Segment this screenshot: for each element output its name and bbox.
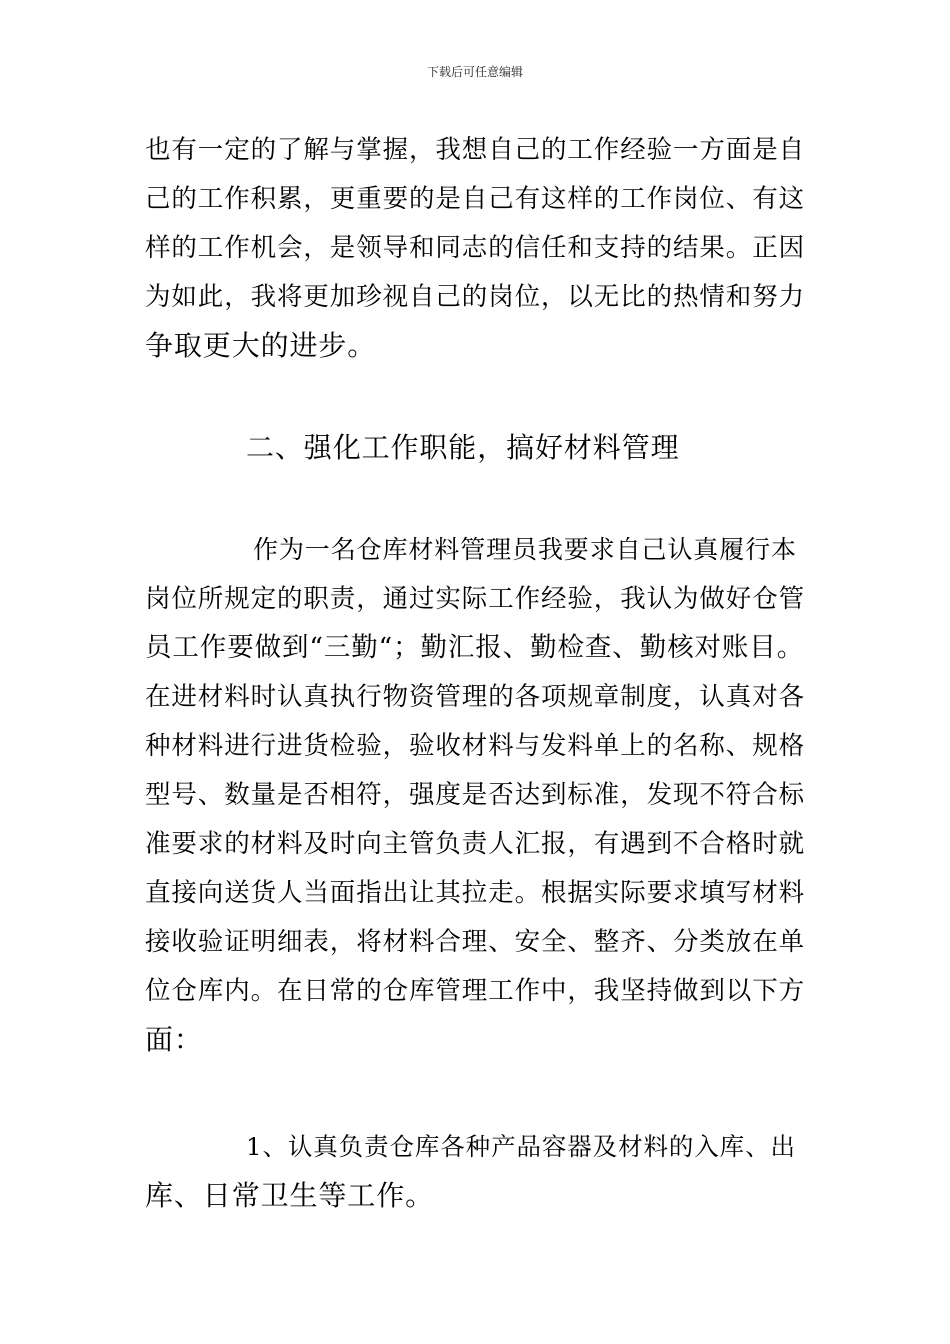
paragraph-3-line-1: 1、认真负责仓库各种产品容器及材料的入库、出	[246, 1132, 796, 1161]
paragraph-2-line-6: 型号、数量是否相符，强度是否达到标准，发现不符合标	[145, 780, 806, 810]
paragraph-2-line-7: 准要求的材料及时向主管负责人汇报，有遇到不合格时就	[145, 829, 806, 859]
paragraph-1-line-5: 争取更大的进步。	[145, 329, 377, 362]
paragraph-2-line-9: 接收验证明细表，将材料合理、安全、整齐、分类放在单	[145, 927, 806, 957]
paragraph-2-line-5: 种材料进行进货检验，验收材料与发料单上的名称、规格	[145, 731, 806, 761]
paragraph-3-line-2: 库、日常卫生等工作。	[145, 1179, 435, 1212]
paragraph-1-line-1: 也有一定的了解与掌握，我想自己的工作经验一方面是自	[145, 135, 806, 165]
paragraph-2-line-1: 作为一名仓库材料管理员我要求自己认真履行本	[253, 535, 797, 564]
paragraph-2-line-8: 直接向送货人当面指出让其拉走。根据实际要求填写材料	[145, 878, 806, 908]
paragraph-1-line-2: 己的工作积累，更重要的是自己有这样的工作岗位、有这	[145, 184, 806, 214]
paragraph-2-line-10: 位仓库内。在日常的仓库管理工作中，我坚持做到以下方	[145, 976, 806, 1006]
section-heading: 二、强化工作职能，搞好材料管理	[246, 431, 680, 464]
paragraph-2-line-4: 在进材料时认真执行物资管理的各项规章制度，认真对各	[145, 682, 806, 712]
page-header: 下载后可任意编辑	[426, 65, 523, 79]
paragraph-1-line-4: 为如此，我将更加珍视自己的岗位，以无比的热情和努力	[145, 282, 806, 312]
paragraph-2-line-11: 面：	[145, 1023, 203, 1056]
paragraph-1-line-3: 样的工作机会，是领导和同志的信任和支持的结果。正因	[145, 233, 806, 263]
paragraph-2-line-2: 岗位所规定的职责，通过实际工作经验，我认为做好仓管	[145, 584, 806, 614]
paragraph-2-line-3: 员工作要做到“三勤“；勤汇报、勤检查、勤核对账目。	[145, 632, 805, 663]
